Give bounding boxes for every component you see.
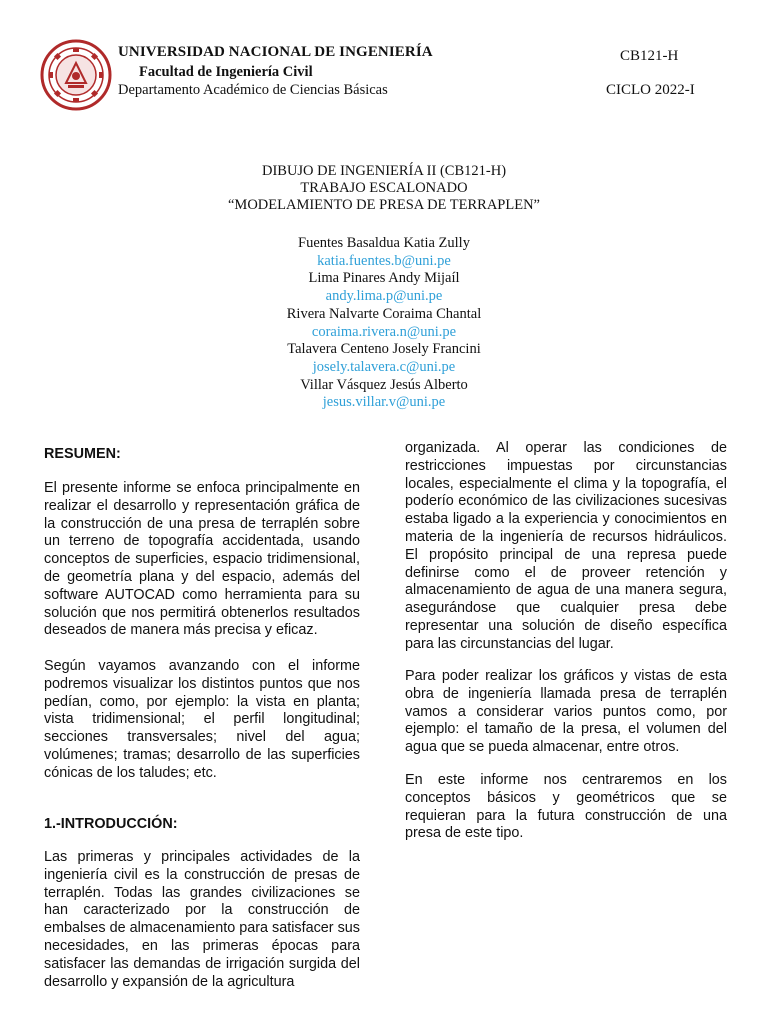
- introduction-paragraph-1: Las primeras y principales actividades de la ingeniería civil es la construcción de presas de terraplén. Todas las grandes civilizaciones se han caracterizado por la construcción de embalses de almacenamiento para satisfacer sus necesidades, en las primeras épocas para satisfacer las demandas de irrigación surgida del desarrollo y expansión de la agricultura: [44, 849, 360, 990]
- right-paragraph-3: En este informe nos centraremos en los conceptos básicos y geométricos que se requieran para la futura construcción de una presa de este tipo.: [405, 772, 727, 842]
- title-line-2: TRABAJO ESCALONADO: [300, 180, 468, 196]
- cycle-label: CICLO 2022-I: [606, 82, 695, 98]
- author-email-link[interactable]: coraima.rivera.n@uni.pe: [311, 323, 457, 340]
- author-list: [0, 235, 768, 412]
- author-email-link[interactable]: katia.fuentes.b@uni.pe: [317, 252, 451, 269]
- faculty-name: Facultad de Ingeniería Civil: [139, 64, 313, 80]
- title-line-3: “MODELAMIENTO DE PRESA DE TERRAPLEN”: [227, 197, 540, 213]
- introduction-heading: 1.-INTRODUCCIÓN:: [44, 816, 178, 832]
- document-title: [0, 163, 768, 214]
- resumen-heading: RESUMEN:: [44, 446, 121, 462]
- resumen-paragraph-2: Según vayamos avanzando con el informe podremos visualizar los distintos puntos que nos pedían, como, por ejemplo: la vista en planta; vista tridimensional; el perfil longitudinal; secciones transversales; nivel del agua; volúmenes; tramas; desarrollo de las superficies cónicas de los taludes; etc.: [44, 658, 360, 781]
- resumen-paragraph-1: El presente informe se enfoca principalmente en realizar el desarrollo y representación gráfica de la construcción de una presa de terraplén sobre un terreno de topografía accidentada, usando conceptos de superficies, espacio tridimensional, de geometría plana y del espacio, además del software AUTOCAD como herramienta para su solución que nos permitirá obtenerlos resultados deseados de manera más precisa y eficaz.: [44, 480, 360, 639]
- author-name: Lima Pinares Andy Mijaíl: [308, 270, 460, 287]
- author-email-link[interactable]: andy.lima.p@uni.pe: [325, 288, 443, 305]
- title-line-1: DIBUJO DE INGENIERÍA II (CB121-H): [261, 163, 507, 179]
- department-name: Departamento Académico de Ciencias Básicas: [118, 82, 388, 98]
- right-paragraph-2: Para poder realizar los gráficos y vistas de esta obra de ingeniería llamada presa de terraplén vamos a considerar varios puntos como, por ejemplo: el tamaño de la presa, el volumen del agua que se pueda almacenar, entre otros.: [405, 668, 727, 756]
- author-name: Rivera Nalvarte Coraima Chantal: [286, 305, 482, 322]
- author-name: Villar Vásquez Jesús Alberto: [300, 376, 468, 393]
- university-seal-icon: [40, 39, 112, 111]
- university-name: UNIVERSIDAD NACIONAL DE INGENIERÍA: [118, 44, 433, 60]
- author-email-link[interactable]: josely.talavera.c@uni.pe: [312, 358, 456, 375]
- right-paragraph-1: organizada. Al operar las condiciones de restricciones impuestas por circunstancias locales, especialmente el clima y la topografía, el poderío económico de las civilizaciones sucesivas estaba ligado a la experiencia y conocimientos en materia de la ingeniería de recursos hidráulicos. El propósito principal de una represa puede definirse como el de proveer retención y almacenamiento de agua de una manera segura, asegurándose que cualquier presa debe representar una solución de diseño específica para las circunstancias del lugar.: [405, 440, 727, 652]
- author-email-link[interactable]: jesus.villar.v@uni.pe: [322, 394, 446, 411]
- author-name: Fuentes Basaldua Katia Zully: [298, 235, 470, 251]
- author-name: Talavera Centeno Josely Francini: [287, 341, 481, 358]
- course-code: CB121-H: [620, 48, 679, 64]
